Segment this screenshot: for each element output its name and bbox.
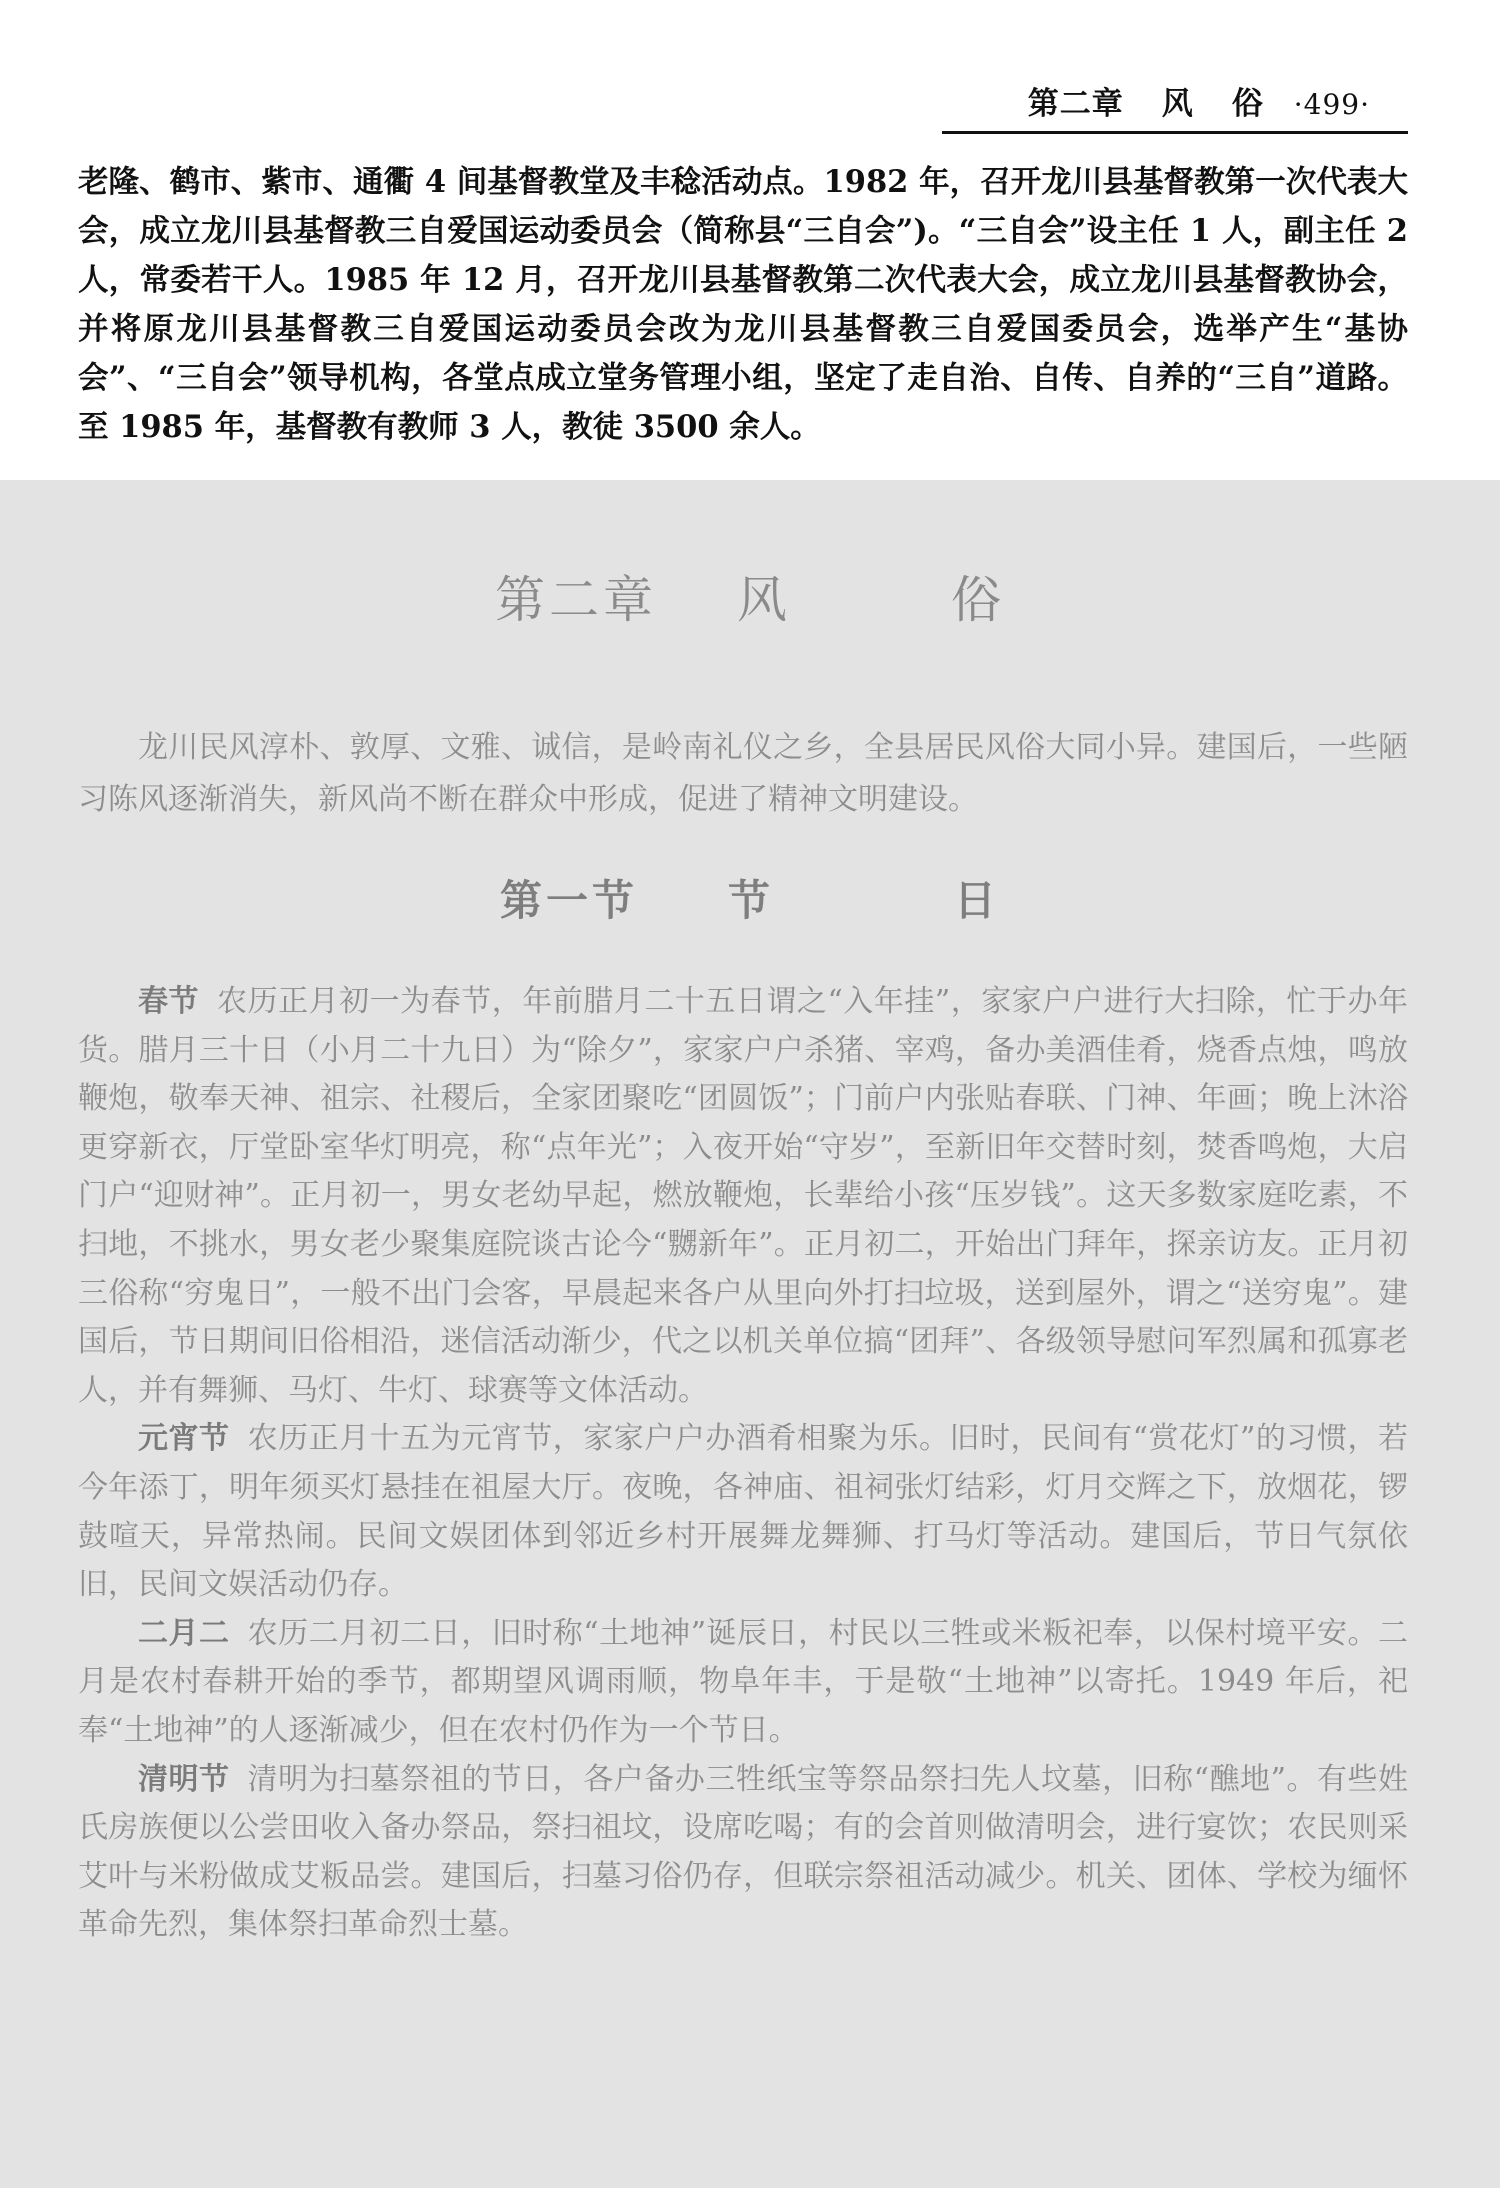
festival-name: 二月二	[138, 1615, 230, 1651]
continued-paragraph: 老隆、鹤市、紫市、通衢 4 间基督教堂及丰稔活动点。1982 年，召开龙川县基督教第一次代表大会，成立龙川县基督教三自爱国运动委员会（简称县“三自会”)。“三自会”设主任 1 人，副主任 2 人，常委若干人。1985 年 12 月，召开龙川县基督教第二次代表大会，成立龙川县基督教协会，并将原龙川县基督教三自爱国运动委员会改为龙川县基督教三自爱国委员会，选举产生“基协会”、“三自会”领导机构，各堂点成立堂务管理小组，坚定了走自治、自传、自养的“三自”道路。至 1985 年，基督教有教师 3 人，教徒 3500 余人。	[78, 164, 1408, 445]
chapter-heading-title-a: 风	[737, 571, 791, 629]
festival-text: 农历正月初一为春节，年前腊月二十五日谓之“入年挂”，家家户户进行大扫除，忙于办年货。腊月三十日（小月二十九日）为“除夕”，家家户户杀猪、宰鸡，备办美酒佳肴，烧香点烛，鸣放鞭炮，敬奉天神、祖宗、社稷后，全家团聚吃“团圆饭”；门前户内张贴春联、门神、年画；晚上沐浴更穿新衣，厅堂卧室华灯明亮，称“点年光”；入夜开始“守岁”，至新旧年交替时刻，焚香鸣炮，大启门户“迎财神”。正月初一，男女老幼早起，燃放鞭炮，长辈给小孩“压岁钱”。这天多数家庭吃素，不扫地，不挑水，男女老少聚集庭院谈古论今“嬲新年”。正月初二，开始出门拜年，探亲访友。正月初三俗称“穷鬼日”，一般不出门会客，早晨起来各户从里向外打扫垃圾，送到屋外，谓之“送穷鬼”。建国后，节日期间旧俗相沿，迷信活动渐少，代之以机关单位搞“团拜”、各级领导慰问军烈属和孤寡老人，并有舞狮、马灯、牛灯、球赛等文体活动。	[78, 984, 1408, 1408]
festival-paragraph	[78, 1415, 1408, 1609]
page-number: ·499·	[1293, 88, 1370, 121]
continued-paragraph-block	[78, 158, 1408, 452]
section-heading	[0, 868, 1500, 928]
header-rule	[942, 131, 1408, 134]
running-head-title-a: 风	[1161, 86, 1194, 122]
festival-paragraph	[78, 1610, 1408, 1756]
chapter-intro	[78, 722, 1408, 826]
intro-paragraph: 龙川民风淳朴、敦厚、文雅、诚信，是岭南礼仪之乡，全县居民风俗大同小异。建国后，一些陋习陈风逐渐消失，新风尚不断在群众中形成，促进了精神文明建设。	[78, 730, 1408, 817]
festival-name: 清明节	[138, 1761, 230, 1797]
festival-name: 春节	[138, 984, 200, 1019]
chapter-heading	[0, 560, 1500, 632]
festival-paragraph	[78, 978, 1408, 1415]
running-head-title-b: 俗	[1231, 86, 1264, 122]
chapter-heading-number: 第二章	[495, 571, 657, 629]
festival-list	[78, 978, 1408, 1950]
running-head	[1028, 78, 1370, 123]
festival-paragraph	[78, 1756, 1408, 1950]
festival-text: 农历正月十五为元宵节，家家户户办酒肴相聚为乐。旧时，民间有“赏花灯”的习惯，若今年添丁，明年须买灯悬挂在祖屋大厅。夜晚，各神庙、祖祠张灯结彩，灯月交辉之下，放烟花，锣鼓喧天，异常热闹。民间文娱团体到邻近乡村开展舞龙舞狮、打马灯等活动。建国后，节日气氛依旧，民间文娱活动仍存。	[78, 1421, 1408, 1603]
page-header	[0, 0, 1500, 140]
section-heading-title-b: 日	[954, 876, 1001, 925]
festival-text: 清明为扫墓祭祖的节日，各户备办三牲纸宝等祭品祭扫先人坟墓，旧称“醮地”。有些姓氏房族便以公尝田收入备办祭品，祭扫祖坟，设席吃喝；有的会首则做清明会，进行宴饮；农民则采艾叶与米粉做成艾粄品尝。建国后，扫墓习俗仍存，但联宗祭祖活动减少。机关、团体、学校为缅怀革命先烈，集体祭扫革命烈士墓。	[78, 1761, 1408, 1943]
section-heading-number: 第一节	[499, 876, 638, 925]
chapter-heading-title-b: 俗	[951, 571, 1005, 629]
running-head-chapter: 第二章	[1027, 86, 1124, 122]
festival-name: 元宵节	[138, 1421, 230, 1457]
festival-text: 农历二月初二日，旧时称“土地神”诞辰日，村民以三牲或米粄祀奉，以保村境平安。二月是农村春耕开始的季节，都期望风调雨顺，物阜年丰，于是敬“土地神”以寄托。1949 年后，祀奉“土地神”的人逐渐减少，但在农村仍作为一个节日。	[78, 1615, 1408, 1748]
section-heading-title-a: 节	[727, 876, 774, 925]
